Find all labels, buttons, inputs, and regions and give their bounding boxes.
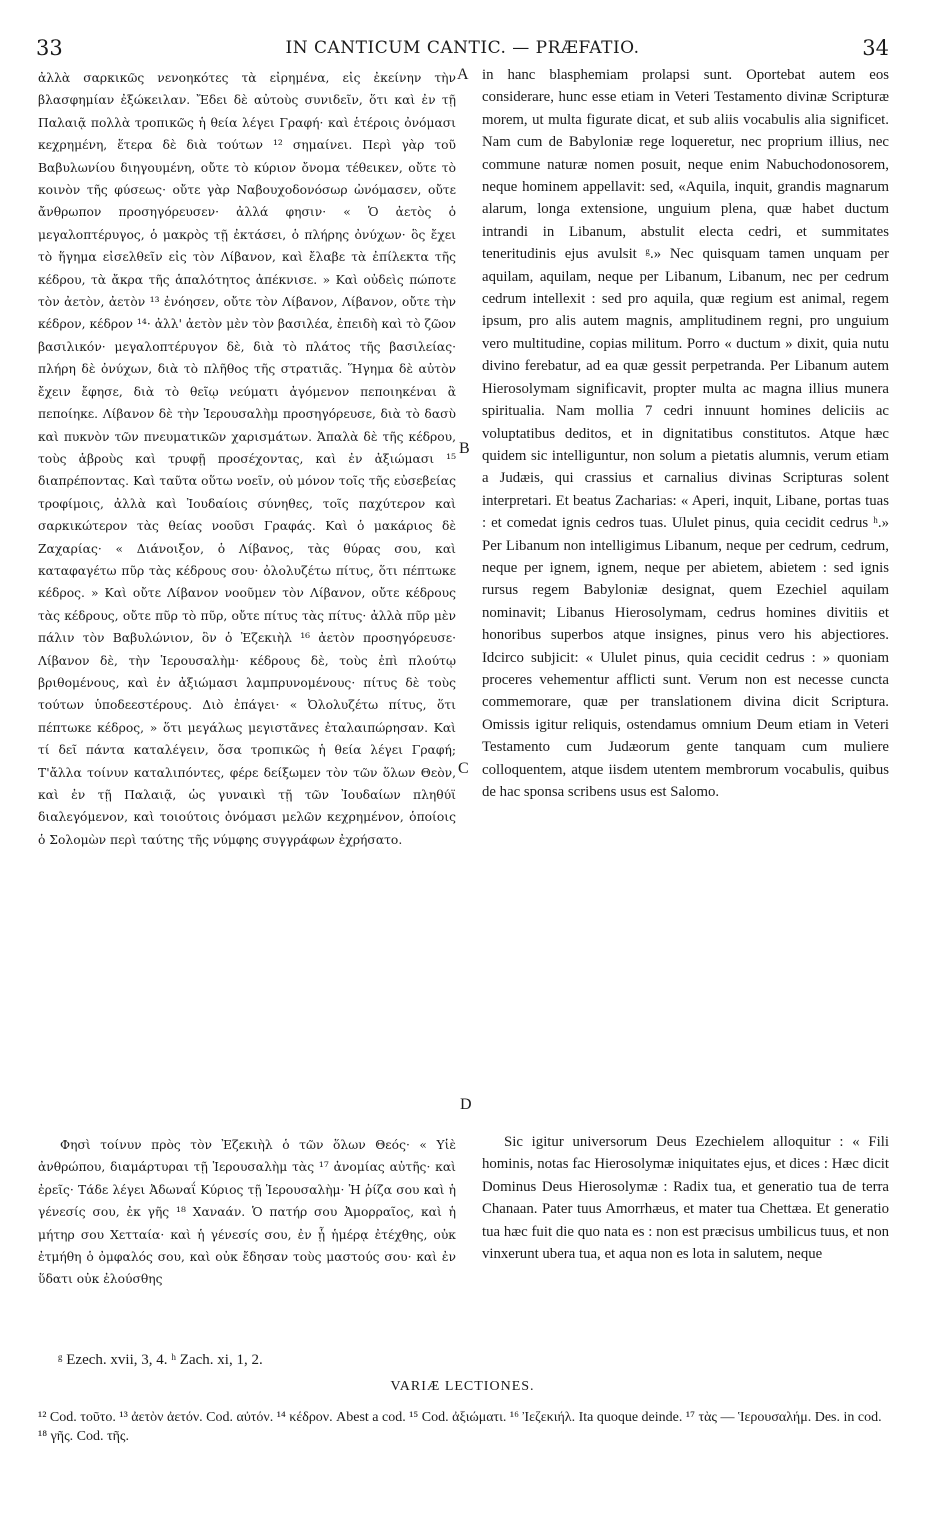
variae-lectiones-heading: VARIÆ LECTIONES. [390, 1379, 535, 1394]
running-header [36, 36, 889, 62]
variae-lectiones-notes: ¹² Cod. τοῦτο. ¹³ ἀετὸν ἀετόν. Cod. αὐτόν. ¹⁴ κέδρον. Abest a cod. ¹⁵ Cod. ἀξιώματι. ¹⁶ Ἰεζεκιήλ. Ita quoque deinde. ¹⁷ τὰς — Ἱερουσαλήμ. Des. in cod. ¹⁸ γῆς. Cod. τῆς. [38, 1410, 882, 1444]
latin-paragraph: in hanc blasphemiam prolapsi sunt. Oportebat autem eos considerare, hunc esse etiam in Veteri Testamento divinæ Scripturæ morem, ut multa figurate dicat, et sub aliis vocabulis alia significet. Nam cum de Babyloniæ rege loqueretur, nec proprium illius, nec commune naturæ nomen posuit, neque enim Nabuchodonosorem, neque hominem appellavit: sed, «Aquila, inquit, grandis magnarum alarum, longa extensione, unguium plena, quæ habet ductum intrandi in Libanum, abstulit electa cedri, et summitates teneritudinis ejus avulsit ᵍ.» Nec quisquam tamen unquam per aquilam, aquilam, neque per Libanum, Libanum, nec per cedrum cedrum intellexit : sed pro aquila, quæ regium est animal, regem ipsum, pro alis autem magnis, amplitudinem regni, pro unguium vero multitudine, copias militum. Porro « ductum » dixit, quia nutu divino ferebatur, ad ea quæ gessit perpetranda. Per Libanum autem Hierosolymam significavit, propter multa ac magna illius munera spiritualia. Nam mollia 7 cedri innuunt homines deliciis ac voluptatibus deditos, et in dignitatibus constitutos. Atque hæc quidem sic intelliguntur, non solum a pietatis alumnis, verum etiam a Judæis, qui crassius et carnalius divinas Scripturas solent interpretari. Et beatus Zacharias: « Aperi, inquit, Libane, portas tuas : et comedat ignis cedros tuas. Ululet pinus, quia cecidit cedrus ʰ.» Per Libanum non intelligimus Libanum, neque per cedrum, cedrum, neque per ignem, ignem, neque per abietem, abietem : sed ignis rursus regem Babyloniæ designat, quem Ezechiel aquilam nominavit; Libanus Hierosolymam, cedrus homines divitiis et honoribus superbos atque insignes, pinus vero his abjectiores. Idcirco subjicit: « Ululet pinus, quia cecidit cedrus : » quoniam proceres vehementur afflicti sunt. Verum non est necesse cuncta commemorare, quæ per translationem divina dicit Scriptura. Omissis igitur reliquis, ostendamus omnium Deum etiam in Veteri Testamento cum Judæorum gente tanquam cum muliere colloquentem, atque iisdem utentem membrorum vocabulis, quibus de hac sponsa scribens usus est Salomo. [482, 67, 889, 800]
greek-paragraph: Φησὶ τοίνυν πρὸς τὸν Ἐζεκιὴλ ὁ τῶν ὅλων Θεός· « Υἱὲ ἀνθρώπου, διαμάρτυραι τῇ Ἱερουσαλὴμ τὰς ¹⁷ ἀνομίας αὐτῆς· καὶ ἐρεῖς· Τάδε λέγει Ἀδωναΐ Κύριος τῇ Ἱερουσαλὴμ· Ἡ ῥίζα σου καὶ ἡ γένεσίς σου, ἐκ γῆς ¹⁸ Χαναάν. Ὁ πατήρ σου Ἀμορραῖος, καὶ ἡ μήτηρ σου Χετταία· καὶ ἡ γένεσίς σου, ἐν ᾗ ἡμέρᾳ ἐτέχθης, οὐκ ἐτμήθη ὁ ὀμφαλός σου, καὶ οὐκ ἔδησαν τοὺς μαστούς σου· καὶ ἐν ὕδατι οὐκ ἐλούσθης [38, 1138, 456, 1287]
latin-column-lower [482, 1131, 889, 1265]
margin-marker-c: C [458, 760, 469, 777]
margin-marker-b: B [459, 440, 470, 457]
greek-column-upper [38, 67, 456, 851]
greek-paragraph: ἀλλὰ σαρκικῶς νενοηκότες τὰ εἰρημένα, εἰς ἐκείνην τὴν βλασφημίαν ἐξώκειλαν. Ἔδει δὲ αὐτοὺς συνιδεῖν, ὅτι καὶ ἐν τῇ Παλαιᾷ πολλὰ τροπικῶς ἡ θεία λέγει Γραφή· καὶ ἑτέροις ὀνόμασι κεχρημένη, ἕτερα δὲ διὰ τούτων ¹² σημαίνει. Περὶ γὰρ τοῦ Βαβυλωνίου διηγουμένη, οὔτε τὸ κύριον ὄνομα τέθεικεν, οὔτε τὸ κοινὸν τῆς φύσεως· οὔτε γὰρ Ναβουχοδονόσωρ ὠνόμασεν, οὔτε ἄνθρωπον προσηγόρευσεν· ἀλλά φησιν· « Ὁ ἀετὸς ὁ μεγαλοπτέρυγος, ὁ μακρὸς τῇ ἐκτάσει, ὁ πλήρης ὀνύχων· ὃς ἔχει τὸ ἥγημα εἰσελθεῖν εἰς τὸν Λίβανον, καὶ ἔλαβε τὰ ἐπίλεκτα τῆς κέδρου, τὰ ἄκρα τῆς ἁπαλότητος ἀπέκνισε. » Καὶ οὐδεὶς πώποτε τὸν ἀετὸν, ἀετὸν ¹³ ἐνόησεν, οὔτε τὸν Λίβανον, Λίβανον, οὔτε τὴν κέδρον, κέδρον ¹⁴· ἀλλ' ἀετὸν μὲν τὸν βασιλέα, ἐπειδὴ καὶ τὸ ζῶον βασιλικόν· μεγαλοπτέρυγον δὲ, διὰ τὸ πλάτος τῆς βασιλείας· πλήρη δὲ ὀνύχων, διὰ τὸ πλῆθος τῆς στρατιᾶς. Ἥγημα δὲ αὐτὸν ἔχειν ἔφησε, διὰ τὸ θεῖῳ νεύματι ἀγόμενον πεποιηκέναι ἃ πεποίηκε. Λίβανον δὲ τὴν Ἱερουσαλὴμ προσηγόρευσε, διὰ τὸ δασὺ καὶ πυκνὸν τῶν πνευματικῶν χαρισμάτων. Ἁπαλὰ δὲ τῆς κέδρου, τοὺς ἁβροὺς καὶ τρυφῇ προσέχοντας, καὶ ἐν ἀξιώμασι ¹⁵ διαπρέποντας. Καὶ ταῦτα οὕτω νοεῖν, οὐ μόνον τοῖς τῆς εὐσεβείας τροφίμοις, ἀλλὰ καὶ Ἰουδαίοις σύνηθες, τοῖς παχύτερον καὶ σαρκικώτερον τὰς θείας νοοῦσι Γραφάς. Καὶ ὁ μακάριος δὲ Ζαχαρίας· « Διάνοιξον, ὁ Λίβανος, τὰς θύρας σου, καὶ καταφαγέτω πῦρ τὰς κέδρους σου· ὀλολυζέτω πίτυς, ὅτι πέπτωκε κέδρος. » Καὶ οὔτε Λίβανον νοοῦμεν τὸν Λίβανον, οὔτε κέδρους τὰς κέδρους, οὔτε πῦρ τὸ πῦρ, οὔτε πίτυς τὰς πίτυς· ἀλλὰ πῦρ μὲν πάλιν τὸν Βαβυλώνιον, ὃν ὁ Ἐζεκιὴλ ¹⁶ ἀετὸν προσηγόρευσε· Λίβανον δὲ, τὴν Ἱερουσαλὴμ· κέδρους δὲ, τοὺς ἐπὶ πλούτῳ βριθομένους, καὶ ἐν ἀξιώμασι λαμπρυνομένους· πίτυς δὲ τοὺς τούτων ὑποδεεστέρους. Διὸ ἐπάγει· « Ὀλολυζέτω πίτυς, ὅτι πέπτωκε κέδρος, » ὅτι μεγάλως μεγιστᾶνες ἐταλαιπώρησαν. Καὶ τί δεῖ πάντα καταλέγειν, ὅσα τροπικῶς ἡ θεία λέγει Γραφή; Τ'ἄλλα τοίνυν καταλιπόντες, φέρε δείξωμεν τὸν τῶν ὅλων Θεὸν, καὶ ἐν τῇ Παλαιᾷ, ὡς γυναικὶ τῇ τῶν Ἰουδαίων πληθύϊ διαλεγόμενον, καὶ τοιούτοις ὀνόμασι μελῶν κεχρημένον, ὁποίοις ὁ Σολομὼν περὶ ταύτης τῆς νύμφης συγγράφων ἐχρήσατο. [38, 71, 456, 847]
latin-paragraph: Sic igitur universorum Deus Ezechielem alloquitur : « Fili hominis, notas fac Hierosolymæ iniquitates ejus, et dices : Hæc dicit Dominus Deus Hierosolymæ : Radix tua, et generatio tua de terra Chanaan. Pater tuus Amorrhæus, et mater tua Chettæa. Et generatio tua hæc fuit die quo nata es : non est præcisus umbilicus tuus, et non vinxerunt ubera tua, et aqua non es lota in salutem, neque [482, 1134, 889, 1263]
right-page-number: 34 [862, 36, 889, 60]
greek-column-lower [38, 1134, 456, 1291]
left-page-number: 33 [36, 36, 63, 60]
scripture-footnotes: ᵍ Ezech. xvii, 3, 4. ʰ Zach. xi, 1, 2. [58, 1352, 263, 1368]
margin-marker-d: D [460, 1096, 472, 1113]
latin-column-upper [482, 64, 889, 803]
margin-marker-a: A [457, 66, 469, 83]
running-title: IN CANTICUM CANTIC. — PRÆFATIO. [285, 38, 640, 58]
